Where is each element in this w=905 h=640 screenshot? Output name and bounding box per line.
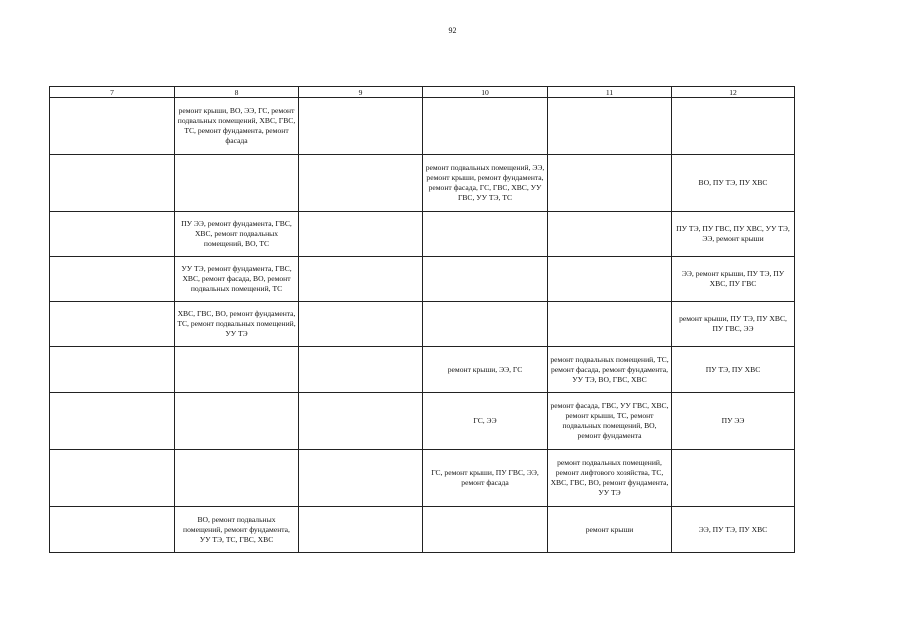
table-cell: [50, 393, 175, 450]
table-row: [50, 257, 795, 302]
table-cell: [299, 347, 423, 393]
table-cell: [299, 302, 423, 347]
table-cell: УУ ТЭ, ремонт фундамента, ГВС, ХВС, ремонт фасада, ВО, ремонт подвальных помещений, ТС: [175, 257, 299, 302]
table-cell: ГС, ЭЭ: [423, 393, 548, 450]
column-header: 12: [672, 87, 795, 98]
table-cell: [672, 98, 795, 155]
table-cell: ПУ ТЭ, ПУ ГВС, ПУ ХВС, УУ ТЭ, ЭЭ, ремонт крыши: [672, 212, 795, 257]
table-cell: [299, 393, 423, 450]
table-row: [50, 155, 795, 212]
table-cell: ПУ ЭЭ, ремонт фундамента, ГВС, ХВС, ремонт подвальных помещений, ВО, ТС: [175, 212, 299, 257]
table-cell: ремонт подвальных помещений, ТС, ремонт фасада, ремонт фундамента, УУ ТЭ, ВО, ГВС, ХВС: [548, 347, 672, 393]
table-row: [50, 450, 795, 507]
table-cell: ВО, ремонт подвальных помещений, ремонт фундамента, УУ ТЭ, ТС, ГВС, ХВС: [175, 507, 299, 553]
table-cell: [50, 302, 175, 347]
table-cell: [299, 212, 423, 257]
table-cell: [50, 155, 175, 212]
table-cell: ремонт фасада, ГВС, УУ ГВС, ХВС, ремонт крыши, ТС, ремонт подвальных помещений, ВО, ремонт фундамента: [548, 393, 672, 450]
table-cell: [423, 98, 548, 155]
table-row: [50, 347, 795, 393]
table-cell: [423, 212, 548, 257]
table-cell: [672, 450, 795, 507]
column-header: 9: [299, 87, 423, 98]
table-cell: [299, 507, 423, 553]
column-header: 11: [548, 87, 672, 98]
table-cell: [175, 393, 299, 450]
table-cell: ЭЭ, ремонт крыши, ПУ ТЭ, ПУ ХВС, ПУ ГВС: [672, 257, 795, 302]
table-cell: [175, 347, 299, 393]
table-cell: ХВС, ГВС, ВО, ремонт фундамента, ТС, ремонт подвальных помещений, УУ ТЭ: [175, 302, 299, 347]
table-row: [50, 302, 795, 347]
table-row: [50, 393, 795, 450]
table-cell: [50, 507, 175, 553]
table-cell: [299, 450, 423, 507]
table-cell: [423, 302, 548, 347]
table-cell: [50, 347, 175, 393]
table-cell: [50, 257, 175, 302]
table-header-row: [50, 87, 795, 98]
table-cell: ПУ ТЭ, ПУ ХВС: [672, 347, 795, 393]
table-cell: [175, 155, 299, 212]
page-number: 92: [448, 26, 457, 35]
table-cell: [50, 98, 175, 155]
table-cell: ЭЭ, ПУ ТЭ, ПУ ХВС: [672, 507, 795, 553]
table-row: [50, 212, 795, 257]
table-cell: ремонт крыши, ЭЭ, ГС: [423, 347, 548, 393]
table-cell: ремонт подвальных помещений, ЭЭ, ремонт крыши, ремонт фундамента, ремонт фасада, ГС, ГВС, ХВС, УУ ГВС, УУ ТЭ, ТС: [423, 155, 548, 212]
table-cell: [50, 212, 175, 257]
table-cell: [299, 257, 423, 302]
table-cell: [548, 155, 672, 212]
table-cell: [299, 155, 423, 212]
table-cell: [548, 98, 672, 155]
table-cell: ВО, ПУ ТЭ, ПУ ХВС: [672, 155, 795, 212]
column-header: 7: [50, 87, 175, 98]
table-cell: ремонт крыши: [548, 507, 672, 553]
table-cell: ГС, ремонт крыши, ПУ ГВС, ЭЭ, ремонт фасада: [423, 450, 548, 507]
table-cell: [548, 257, 672, 302]
table-cell: [299, 98, 423, 155]
table-cell: [175, 450, 299, 507]
column-header: 8: [175, 87, 299, 98]
table-cell: [548, 212, 672, 257]
table-cell: [548, 302, 672, 347]
table-cell: ПУ ЭЭ: [672, 393, 795, 450]
table-cell: ремонт крыши, ПУ ТЭ, ПУ ХВС, ПУ ГВС, ЭЭ: [672, 302, 795, 347]
table-row: [50, 507, 795, 553]
table-cell: [50, 450, 175, 507]
table-cell: ремонт крыши, ВО, ЭЭ, ГС, ремонт подвальных помещений, ХВС, ГВС, ТС, ремонт фундамента, ремонт фасада: [175, 98, 299, 155]
table-cell: [423, 507, 548, 553]
table-cell: [423, 257, 548, 302]
column-header: 10: [423, 87, 548, 98]
table-row: [50, 98, 795, 155]
table-cell: ремонт подвальных помещений, ремонт лифтового хозяйства, ТС, ХВС, ГВС, ВО, ремонт фундамента, УУ ТЭ: [548, 450, 672, 507]
data-table: [49, 86, 795, 553]
